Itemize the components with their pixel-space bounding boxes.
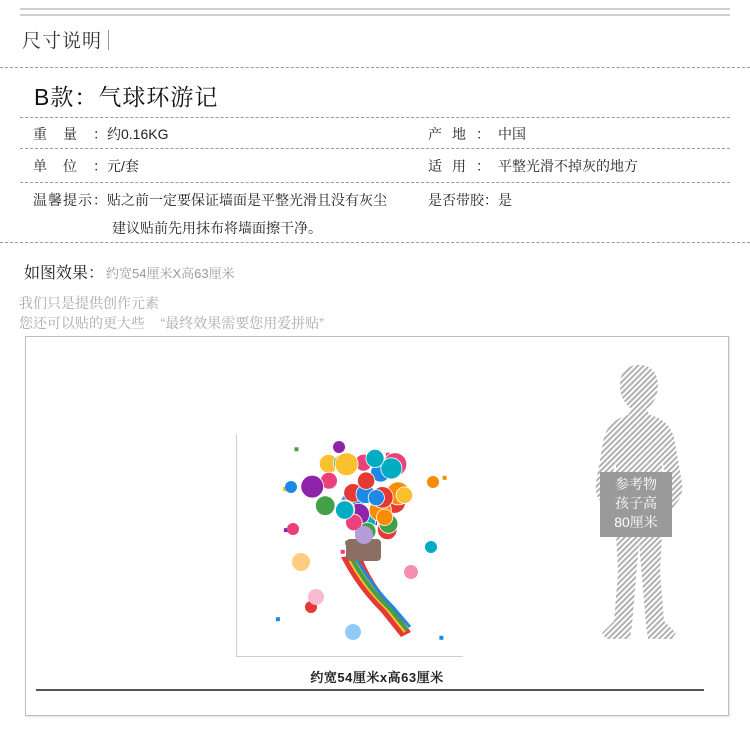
divider [20, 182, 730, 183]
balloon [396, 487, 413, 504]
confetti-dot [295, 447, 299, 451]
divider [20, 148, 730, 149]
small-balloon [287, 523, 299, 535]
origin-label: 产地： [428, 126, 490, 142]
effect-heading [24, 260, 235, 283]
unit-label: 单位： [33, 158, 107, 174]
tip-line-1: 贴之前一定要保证墙面是平整光滑且没有灰尘 [107, 192, 387, 208]
section-header [22, 26, 109, 53]
floor-line [36, 689, 704, 691]
unit-value: 元/套 [107, 158, 139, 174]
confetti-dot [341, 550, 345, 554]
effect-label: 如图效果： [24, 265, 105, 282]
dimension-label: 约宽54厘米x高63厘米 [310, 670, 444, 685]
reference-label [600, 472, 672, 537]
divider [0, 242, 750, 243]
confetti-dot [443, 476, 447, 480]
balloon [366, 449, 384, 467]
illustration-frame [25, 336, 729, 716]
reference-line-3: 80厘米 [614, 514, 658, 530]
balloon [315, 496, 335, 516]
tip-label: 温馨提示： [33, 192, 107, 208]
weight-value: 约0.16KG [107, 126, 169, 142]
balloon [376, 509, 392, 525]
intro-line-2: 您还可以贴的更大些 “最终效果需要您用爱拼贴” [19, 315, 324, 331]
balloon [357, 472, 374, 489]
intro-line-1: 我们只是提供创作元素 [19, 295, 159, 311]
balloon [336, 501, 354, 519]
adhesive-label: 是否带胶： [428, 192, 498, 208]
confetti-dot [439, 636, 443, 640]
divider [0, 67, 750, 68]
divider [20, 117, 730, 118]
usage-value: 平整光滑不掉灰的地方 [498, 158, 638, 174]
product-title: B款：气球环游记 [34, 84, 219, 110]
balloon [368, 490, 384, 506]
header-divider [108, 30, 109, 50]
small-balloon [285, 481, 297, 493]
confetti-dot [276, 617, 280, 621]
reference-line-1: 参考物 [615, 476, 657, 492]
reference-line-2: 孩子高 [615, 495, 657, 511]
balloon [335, 453, 358, 476]
hot-air-balloon-sticker [261, 437, 461, 652]
usage-label: 适用： [428, 158, 490, 174]
tip-line-2: 建议贴前先用抹布将墙面擦干净。 [112, 220, 322, 236]
adhesive-value: 是 [498, 192, 512, 208]
effect-size: 约宽54厘米X高63厘米 [106, 266, 235, 281]
origin-value: 中国 [498, 126, 526, 142]
small-balloon [427, 476, 439, 488]
small-balloon [333, 441, 345, 453]
balloon [301, 475, 324, 498]
small-balloon [425, 541, 437, 553]
top-rule [20, 8, 730, 10]
weight-label: 重量： [33, 126, 107, 142]
section-title: 尺寸说明 [22, 31, 103, 52]
top-rule [20, 14, 730, 16]
